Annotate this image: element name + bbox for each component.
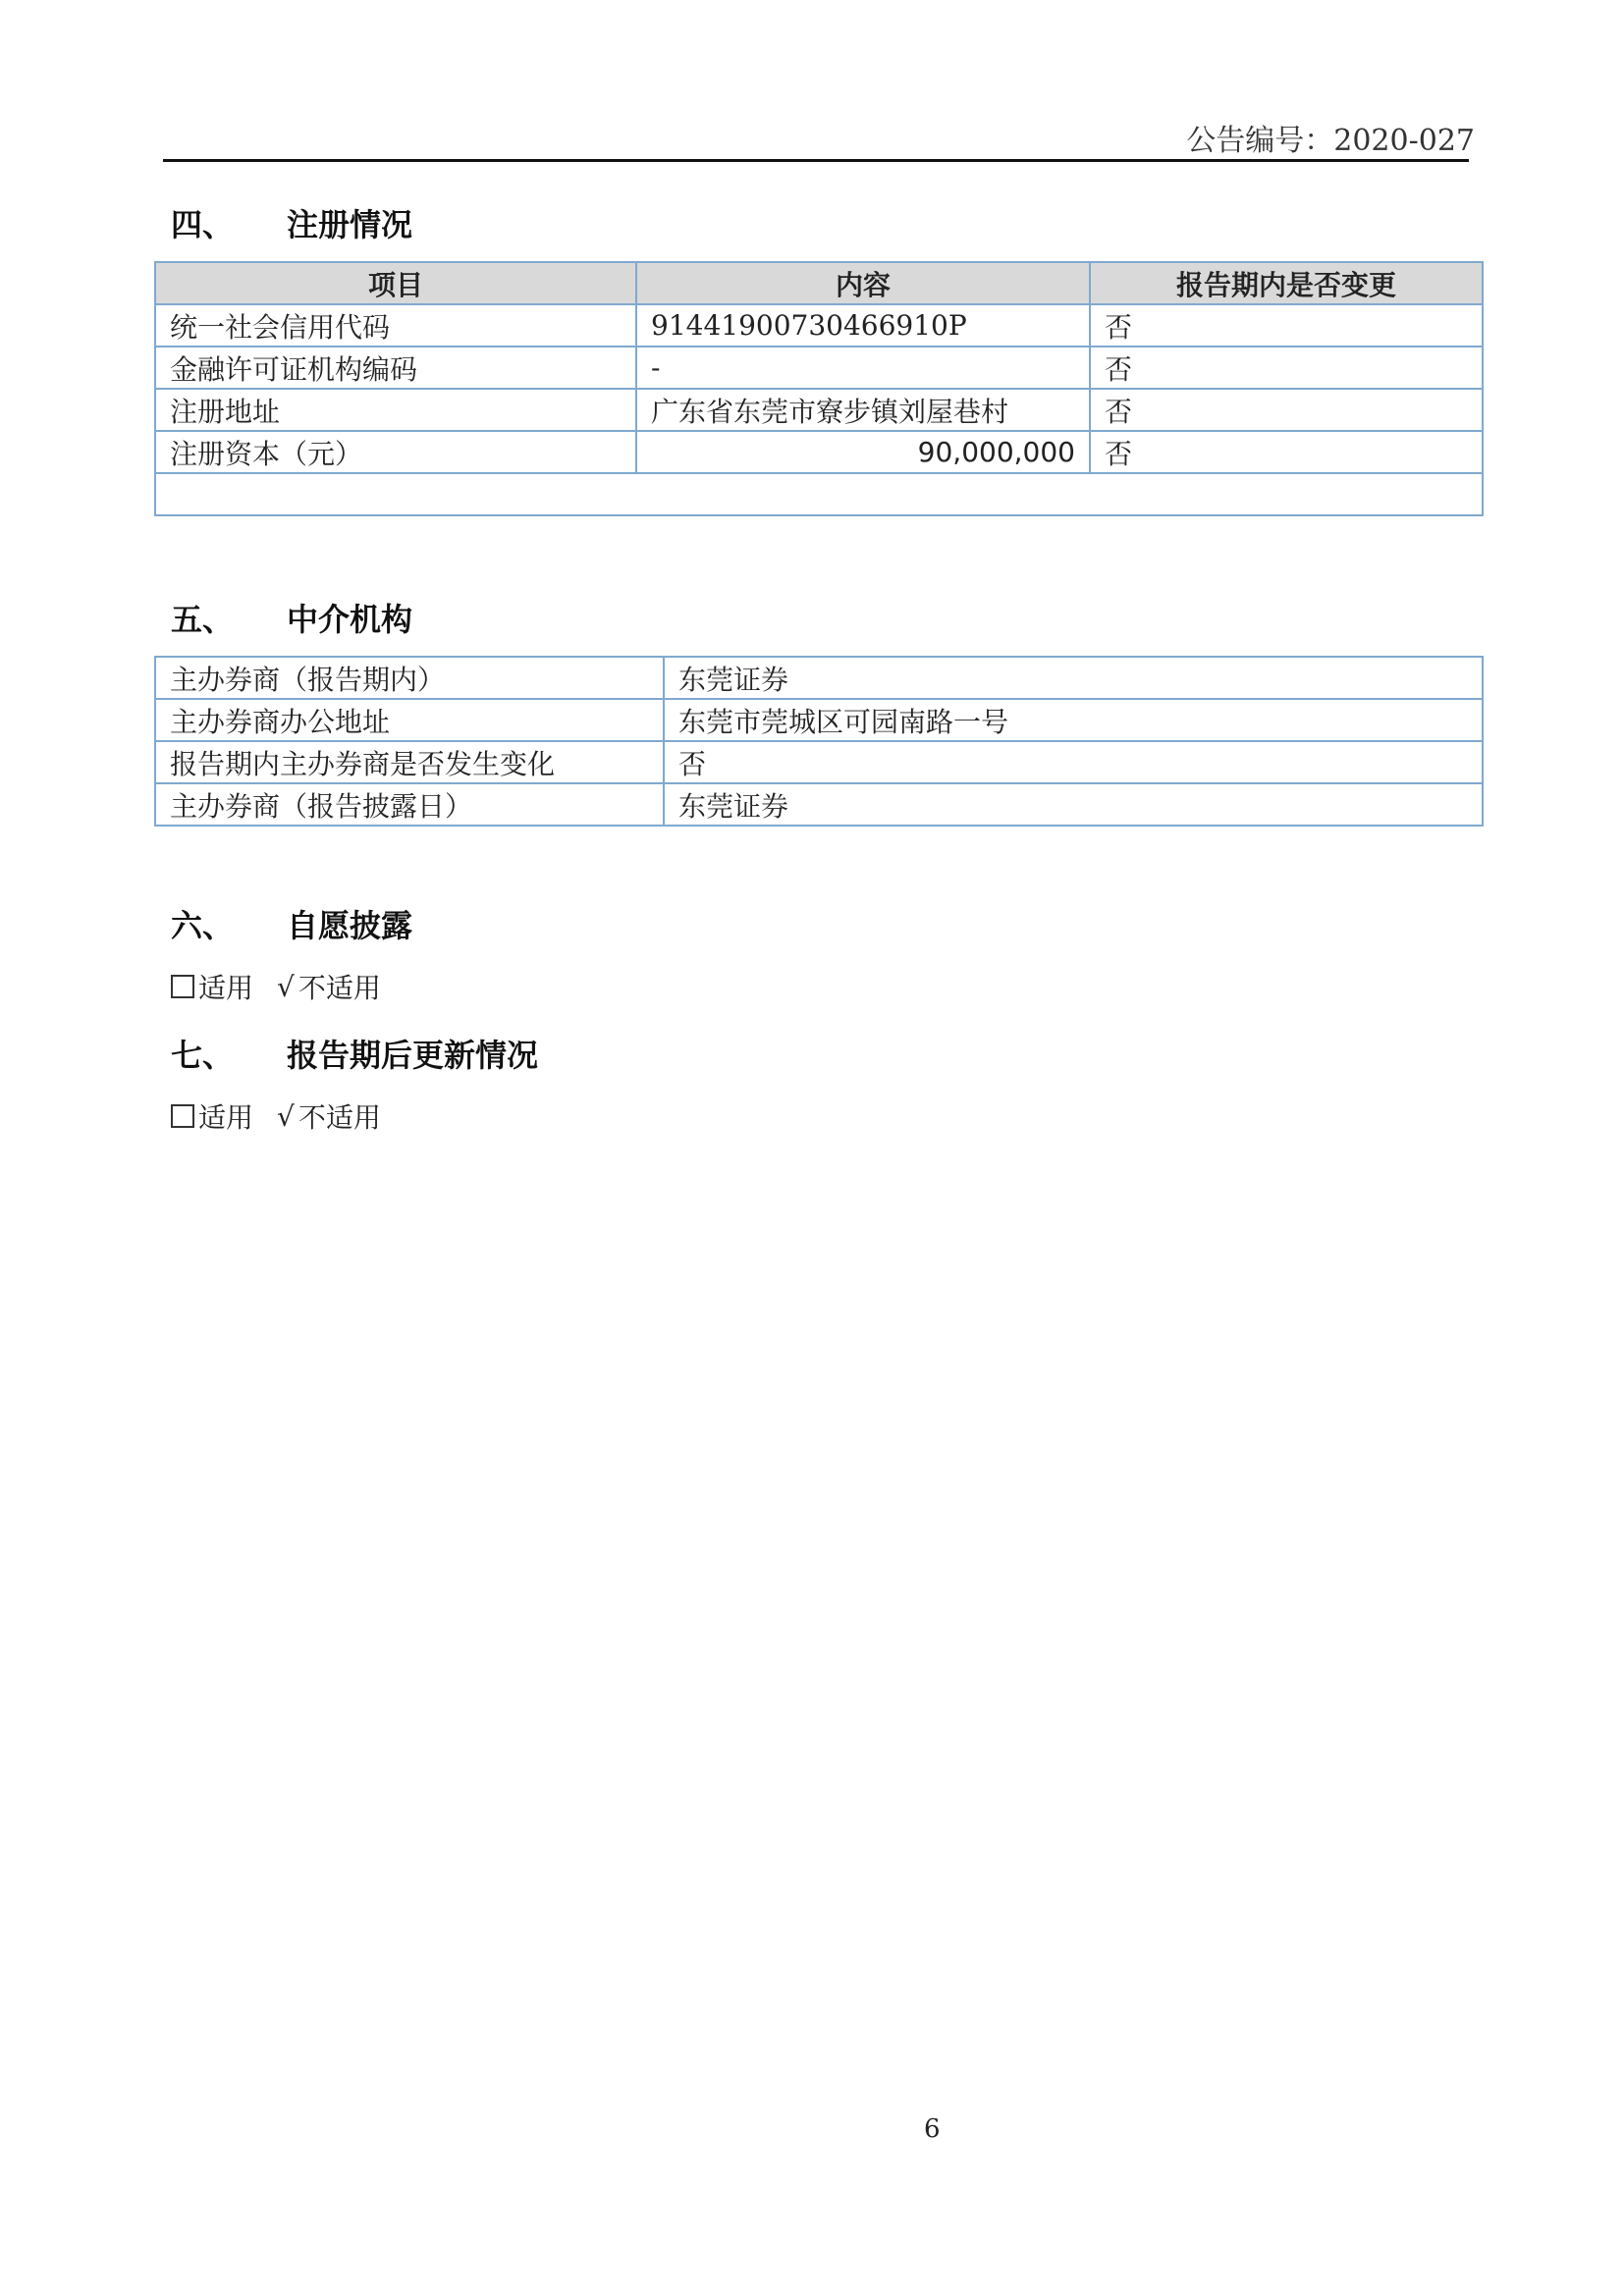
- announcement-number: 公告编号：2020-027: [1186, 124, 1475, 158]
- table-cell: 注册资本（元）: [155, 431, 636, 473]
- section-heading-intermediaries: [171, 595, 412, 640]
- page-number: 6: [924, 2114, 941, 2144]
- applicability-options: [171, 1096, 381, 1136]
- table-cell: 广东省东莞市寮步镇刘屋巷村: [636, 389, 1090, 431]
- table-cell: 东莞证券: [664, 783, 1483, 826]
- section-number: 七、: [171, 1037, 235, 1074]
- section-title: 中介机构: [287, 601, 413, 638]
- table-cell: 主办券商（报告期内）: [155, 657, 664, 699]
- table-row: [155, 783, 1483, 826]
- table-empty-row: [155, 473, 1483, 515]
- table-cell: 否: [1090, 347, 1483, 389]
- section-number: 六、: [171, 907, 235, 944]
- applicable-label: 适用: [198, 972, 254, 1004]
- table-cell: 统一社会信用代码: [155, 304, 636, 347]
- section-title: 注册情况: [287, 206, 413, 243]
- section-heading-voluntary-disclosure: [171, 901, 412, 946]
- intermediaries-table: [154, 656, 1484, 827]
- applicable-label: 适用: [198, 1101, 254, 1134]
- table-row: [155, 347, 1483, 389]
- section-heading-registration: [171, 200, 412, 245]
- table-cell: 东莞市莞城区可园南路一号: [664, 699, 1483, 741]
- column-header: 内容: [636, 262, 1090, 304]
- table-header-row: [155, 262, 1483, 304]
- section-number: 四、: [171, 206, 235, 243]
- check-mark-icon: √: [277, 1099, 295, 1133]
- column-header: 报告期内是否变更: [1090, 262, 1483, 304]
- table-cell: 报告期内主办券商是否发生变化: [155, 741, 664, 783]
- table-cell: 金融许可证机构编码: [155, 347, 636, 389]
- table-cell: 注册地址: [155, 389, 636, 431]
- header-divider: [163, 159, 1469, 162]
- table-cell: 否: [1090, 389, 1483, 431]
- table-cell: 91441900730466910P: [636, 304, 1090, 347]
- not-applicable-label: 不适用: [298, 1101, 381, 1134]
- table-row: [155, 741, 1483, 783]
- table-cell: 90,000,000: [636, 431, 1090, 473]
- section-number: 五、: [171, 601, 235, 638]
- table-row: [155, 389, 1483, 431]
- table-cell: 否: [1090, 304, 1483, 347]
- section-title: 自愿披露: [287, 907, 413, 944]
- table-cell: -: [636, 347, 1090, 389]
- applicable-checkbox: [171, 1104, 194, 1128]
- registration-table: [154, 261, 1484, 516]
- section-heading-post-period-updates: [171, 1031, 538, 1076]
- table-cell: 否: [664, 741, 1483, 783]
- not-applicable-label: 不适用: [298, 972, 381, 1004]
- column-header: 项目: [155, 262, 636, 304]
- table-cell: 东莞证券: [664, 657, 1483, 699]
- applicability-options: [171, 967, 381, 1006]
- section-title: 报告期后更新情况: [287, 1037, 539, 1074]
- table-cell: [155, 473, 1483, 515]
- table-cell: 主办券商（报告披露日）: [155, 783, 664, 826]
- table-cell: 主办券商办公地址: [155, 699, 664, 741]
- check-mark-icon: √: [277, 970, 295, 1003]
- table-row: [155, 657, 1483, 699]
- table-row: [155, 431, 1483, 473]
- table-row: [155, 699, 1483, 741]
- applicable-checkbox: [171, 975, 194, 998]
- table-row: [155, 304, 1483, 347]
- table-cell: 否: [1090, 431, 1483, 473]
